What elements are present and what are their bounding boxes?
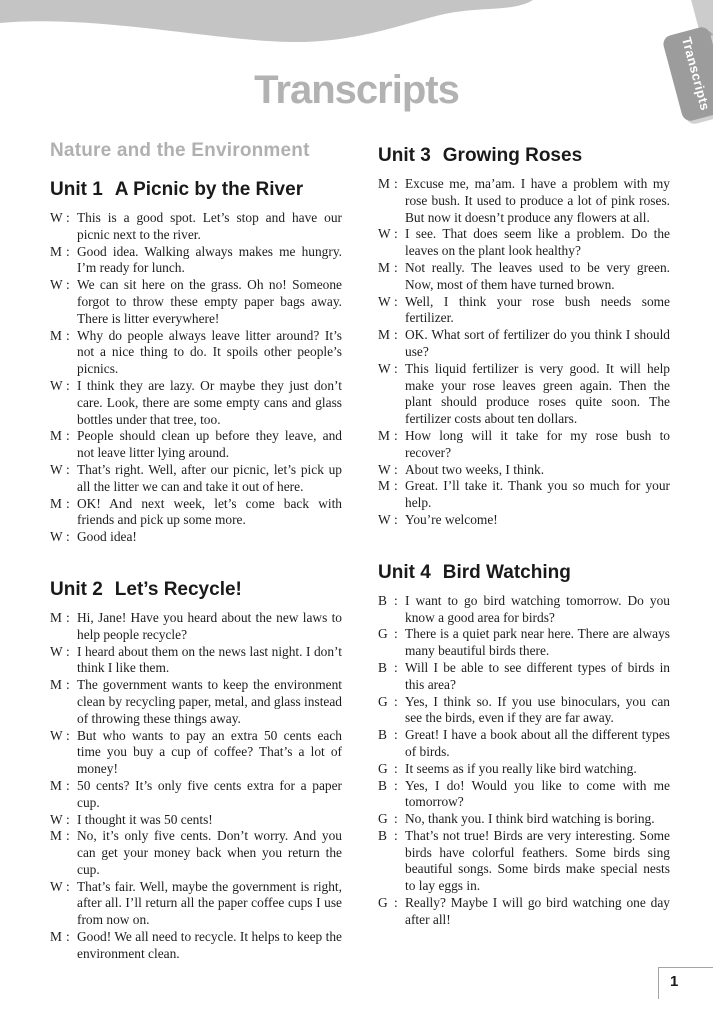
dialogue-line: [378, 593, 670, 627]
dialogue-line: [50, 529, 342, 546]
dialogue-text: Hi, Jane! Have you heard about the new laws to help people recycle?: [77, 609, 342, 642]
unit-2-label: Unit 2: [50, 578, 103, 600]
page-number: 1: [670, 973, 679, 990]
dialogue-line: [378, 260, 670, 294]
dialogue-text: Good idea!: [77, 529, 137, 545]
speaker-label: M :: [378, 478, 390, 495]
speaker-label: M :: [50, 929, 62, 946]
speaker-label: W :: [50, 728, 63, 745]
dialogue-text: No, it’s only five cents. Don’t worry. And you can get your money back when you return the cup.: [77, 828, 342, 877]
speaker-label: W :: [50, 529, 63, 546]
dialogue-text: That’s not true! Birds are very interesting. Some birds have colorful feathers. Some birds sing beautiful songs. Some birds make special nests to lay eggs in.: [405, 827, 670, 894]
unit-2-dialogue: [50, 610, 342, 963]
dialogue-line: [50, 428, 342, 462]
speaker-label: B :: [378, 727, 387, 744]
speaker-label: M :: [378, 428, 390, 445]
dialogue-line: [378, 478, 670, 512]
dialogue-text: Good! We all need to recycle. It helps to keep the environment clean.: [77, 929, 342, 961]
unit-2-heading: [50, 579, 342, 601]
speaker-label: M :: [378, 260, 390, 277]
dialogue-line: [50, 929, 342, 963]
dialogue-text: Well, I think your rose bush needs some fertilizer.: [405, 293, 670, 326]
dialogue-text: People should clean up before they leave, and not leave litter lying around.: [77, 428, 342, 461]
unit-4-title: Bird Watching: [442, 561, 571, 583]
dialogue-line: [50, 677, 342, 727]
speaker-label: W :: [50, 812, 63, 829]
unit-3-dialogue: [378, 176, 670, 529]
dialogue-line: [378, 761, 670, 778]
speaker-label: W :: [378, 294, 391, 311]
speaker-label: G :: [378, 694, 388, 711]
dialogue-text: Yes, I do! Would you like to come with me tomorrow?: [405, 777, 670, 810]
dialogue-line: [378, 428, 670, 462]
dialogue-line: [50, 778, 342, 812]
unit-1-heading: [50, 179, 342, 201]
dialogue-text: OK. What sort of fertilizer do you think I should use?: [405, 327, 670, 359]
speaker-label: W :: [378, 361, 391, 378]
dialogue-line: [378, 660, 670, 694]
page-title: Transcripts: [254, 68, 459, 112]
speaker-label: G :: [378, 761, 388, 778]
unit-3-title: Growing Roses: [442, 145, 583, 166]
dialogue-line: [50, 328, 342, 378]
header-wave-shape: [0, 0, 533, 42]
unit-1-dialogue: [50, 210, 342, 546]
dialogue-line: [378, 462, 670, 479]
speaker-label: W :: [50, 879, 63, 896]
dialogue-line: [50, 828, 342, 878]
dialogue-line: [378, 361, 670, 428]
dialogue-line: [50, 378, 342, 428]
dialogue-text: Yes, I think so. If you use binoculars, you can see the birds, even if they are far away.: [405, 693, 670, 726]
dialogue-text: Excuse me, ma’am. I have a problem with my rose bush. It used to produce a lot of pink roses. But now it doesn’t produce any flowers at all.: [405, 176, 670, 225]
speaker-label: B :: [378, 660, 387, 677]
unit-3-section: [378, 145, 670, 529]
dialogue-text: It seems as if you really like bird watching.: [405, 760, 637, 776]
unit-4-dialogue: [378, 593, 670, 929]
dialogue-text: I think they are lazy. Or maybe they just don’t care. Look, there are some empty cans and glass bottles under that tree, too.: [77, 377, 342, 427]
speaker-label: W :: [378, 226, 391, 243]
dialogue-text: But who wants to pay an extra 50 cents each time you buy a cup of coffee? That’s a lot of money!: [77, 727, 342, 777]
dialogue-line: [378, 626, 670, 660]
dialogue-text: We can sit here on the grass. Oh no! Someone forgot to throw these empty paper bags away. There is litter everywhere!: [77, 277, 342, 326]
speaker-label: W :: [378, 462, 391, 479]
dialogue-text: There is a quiet park near here. There are always many beautiful birds there.: [405, 626, 670, 659]
speaker-label: G :: [378, 895, 388, 912]
unit-4-heading: [378, 562, 670, 584]
speaker-label: W :: [50, 277, 63, 294]
dialogue-text: I want to go bird watching tomorrow. Do you know a good area for birds?: [405, 592, 670, 625]
dialogue-line: [378, 811, 670, 828]
header-wave-decoration: [0, 0, 713, 60]
dialogue-text: I see. That does seem like a problem. Do the leaves on the plant look healthy?: [405, 226, 670, 259]
speaker-label: G :: [378, 811, 388, 828]
speaker-label: W :: [378, 512, 391, 529]
dialogue-line: [378, 176, 670, 226]
speaker-label: M :: [378, 327, 390, 344]
speaker-label: M :: [50, 677, 62, 694]
speaker-label: B :: [378, 778, 387, 795]
dialogue-line: [378, 226, 670, 260]
dialogue-line: [378, 512, 670, 529]
dialogue-text: Really? Maybe I will go bird watching one day after all!: [405, 895, 670, 927]
dialogue-text: OK! And next week, let’s come back with friends and pick up some more.: [77, 495, 342, 528]
speaker-label: M :: [50, 328, 62, 345]
unit-2-section: [50, 579, 342, 963]
dialogue-text: Why do people always leave litter around? It’s not a nice thing to do. It spoils other people’s picnics.: [77, 327, 342, 377]
unit-1-label: Unit 1: [50, 179, 103, 200]
speaker-label: W :: [50, 210, 63, 227]
dialogue-line: [50, 812, 342, 829]
side-tab-label: Transcripts: [678, 35, 713, 113]
speaker-label: M :: [50, 778, 62, 795]
unit-3-label: Unit 3: [378, 145, 431, 166]
dialogue-line: [50, 462, 342, 496]
unit-1-section: [50, 179, 342, 546]
unit-3-heading: [378, 145, 670, 167]
dialogue-line: [50, 244, 342, 278]
dialogue-text: Not really. The leaves used to be very green. Now, most of them have turned brown.: [405, 259, 670, 292]
unit-1-title: A Picnic by the River: [114, 179, 304, 200]
dialogue-line: [50, 644, 342, 678]
dialogue-line: [378, 294, 670, 328]
speaker-label: W :: [50, 644, 63, 661]
dialogue-text: Good idea. Walking always makes me hungry. I’m ready for lunch.: [77, 243, 342, 276]
dialogue-text: Great! I have a book about all the different types of birds.: [405, 727, 670, 759]
dialogue-line: [50, 277, 342, 327]
speaker-label: M :: [50, 610, 62, 627]
dialogue-text: I heard about them on the news last night. I don’t think I like them.: [77, 643, 342, 676]
dialogue-line: [378, 828, 670, 895]
unit-2-title: Let’s Recycle!: [114, 578, 242, 600]
speaker-label: M :: [50, 828, 62, 845]
speaker-label: M :: [50, 428, 62, 445]
dialogue-text: Will I be able to see different types of birds in this area?: [405, 659, 670, 692]
dialogue-text: That’s right. Well, after our picnic, let’s pick up all the litter we can and take it out of here.: [77, 461, 342, 494]
speaker-label: M :: [50, 496, 62, 513]
dialogue-text: 50 cents? It’s only five cents extra for a paper cup.: [77, 777, 342, 810]
dialogue-line: [378, 694, 670, 728]
dialogue-text: You’re welcome!: [405, 511, 498, 527]
left-column: [50, 140, 342, 963]
dialogue-line: [378, 778, 670, 812]
dialogue-text: This is a good spot. Let’s stop and have our picnic next to the river.: [77, 210, 342, 242]
dialogue-line: [50, 879, 342, 929]
unit-4-label: Unit 4: [378, 561, 431, 583]
dialogue-text: The government wants to keep the environment clean by recycling paper, metal, and glass instead of throwing these things away.: [77, 677, 342, 726]
speaker-label: M :: [50, 244, 62, 261]
speaker-label: G :: [378, 626, 388, 643]
dialogue-text: That’s fair. Well, maybe the government is right, after all. I’ll return all the paper coffee cups I use from now on.: [77, 878, 342, 928]
dialogue-line: [50, 210, 342, 244]
dialogue-text: I thought it was 50 cents!: [77, 811, 213, 827]
speaker-label: B :: [378, 593, 387, 610]
unit-4-section: [378, 562, 670, 929]
speaker-label: M :: [378, 176, 390, 193]
dialogue-line: [50, 728, 342, 778]
speaker-label: B :: [378, 828, 387, 845]
dialogue-text: No, thank you. I think bird watching is boring.: [405, 811, 655, 827]
dialogue-line: [378, 727, 670, 761]
page-number-box: [658, 967, 713, 999]
speaker-label: W :: [50, 378, 63, 395]
right-column: [378, 145, 670, 929]
dialogue-text: About two weeks, I think.: [405, 461, 545, 477]
dialogue-text: How long will it take for my rose bush to recover?: [405, 427, 670, 460]
dialogue-line: [378, 895, 670, 929]
dialogue-text: Great. I’ll take it. Thank you so much for your help.: [405, 478, 670, 511]
section-heading: Nature and the Environment: [50, 140, 310, 161]
dialogue-line: [50, 610, 342, 644]
speaker-label: W :: [50, 462, 63, 479]
dialogue-line: [378, 327, 670, 361]
dialogue-text: This liquid fertilizer is very good. It will help make your rose leaves green again. Then the plant should produce roses quite soon. The fertilizer costs about ten dollars.: [405, 360, 670, 427]
dialogue-line: [50, 496, 342, 530]
